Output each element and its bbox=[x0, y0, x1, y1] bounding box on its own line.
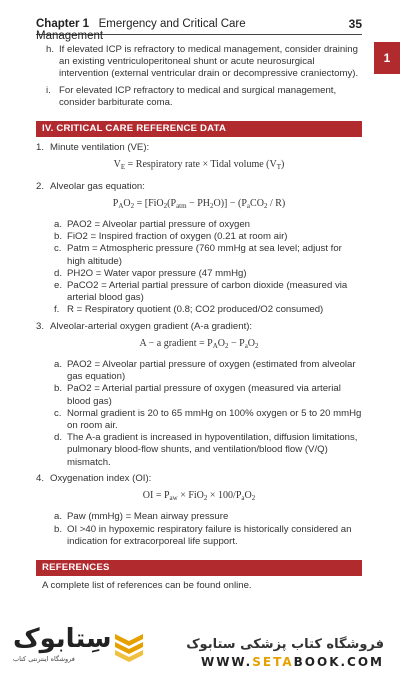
sub-label: e. bbox=[54, 280, 63, 292]
sub-item bbox=[54, 231, 362, 243]
item-label: 1. bbox=[36, 142, 45, 154]
equation-minute-ventilation: $V_E$ = Respiratory rate × Tidal volume $(V_T)$ bbox=[113, 159, 285, 172]
intro-list bbox=[46, 44, 362, 109]
references-heading: REFERENCES bbox=[36, 560, 362, 576]
sub-text: PaCO2 = Arterial partial pressure of carbon dioxide (measured via arterial blood gas) bbox=[67, 280, 348, 304]
chapter-label: Chapter 1 bbox=[36, 18, 90, 30]
item-title: Alveolar-arterial oxygen gradient (A-a gradient): bbox=[50, 320, 253, 332]
sub-text: Patm = Atmospheric pressure (760 mmHg at sea level; adjust for high altitude) bbox=[67, 243, 342, 267]
sub-item bbox=[54, 524, 362, 548]
item-title: Minute ventilation (VE): bbox=[50, 142, 150, 154]
sub-text: OI >40 in hypoxemic respiratory failure is historically considered an indication for extracorporeal life support. bbox=[67, 523, 352, 547]
page-number: 35 bbox=[348, 17, 362, 31]
url-highlight: SETA bbox=[252, 655, 294, 669]
sub-text: PaO2 = Arterial partial pressure of oxygen (measured via arterial blood gas) bbox=[67, 383, 341, 407]
item-text: If elevated ICP is refractory to medical management, consider draining an existing ventriculoperitoneal shunt or acute neurosurgical intervention (external ventricular drain or decompressive craniectomy). bbox=[59, 44, 359, 80]
sub-text: PAO2 = Alveolar partial pressure of oxygen (estimated from alveolar gas equation) bbox=[67, 359, 356, 383]
sub-item bbox=[54, 383, 362, 407]
equation-alveolar-gas: $P_AO_2 = [FiO_2(P_{atm} - PH_2O)] - (P_aCO_2 / R)$ bbox=[112, 197, 286, 210]
sub-label: a. bbox=[54, 219, 63, 231]
sub-item bbox=[54, 408, 362, 432]
sub-list bbox=[54, 219, 362, 317]
running-header bbox=[36, 16, 362, 42]
sub-text: Normal gradient is 20 to 65 mmHg on 100% oxygen or 5 to 20 mmHg on room air. bbox=[67, 407, 362, 432]
chapter-heading bbox=[36, 18, 302, 42]
sub-label: a. bbox=[54, 511, 63, 523]
sub-label: b. bbox=[54, 231, 63, 243]
item-label: h. bbox=[46, 44, 55, 55]
sub-label: c. bbox=[54, 243, 62, 255]
equation-oxygenation-index: OI = $P_{aw} \times FiO_2 \times 100/P_aO_2$ bbox=[142, 490, 256, 503]
item-label: 4. bbox=[36, 472, 45, 484]
store-title: فروشگاه کتاب پزشکی ستابوک bbox=[186, 637, 384, 652]
sub-text: PH2O = Water vapor pressure (47 mmHg) bbox=[67, 267, 247, 279]
chapter-title: Emergency and Critical Care Management bbox=[36, 18, 246, 42]
list-item bbox=[46, 85, 362, 109]
item-title: Alveolar gas equation: bbox=[50, 180, 145, 192]
sub-text: PAO2 = Alveolar partial pressure of oxygen bbox=[67, 219, 251, 231]
sub-label: d. bbox=[54, 267, 63, 279]
sub-text: Paw (mmHg) = Mean airway pressure bbox=[67, 511, 229, 523]
sub-item bbox=[54, 432, 362, 469]
store-logo bbox=[5, 624, 112, 664]
sub-label: b. bbox=[54, 523, 63, 535]
sub-text: FiO2 = Inspired fraction of oxygen (0.21 at room air) bbox=[67, 231, 288, 243]
list-item bbox=[46, 44, 362, 81]
sub-item bbox=[54, 219, 362, 231]
sub-label: c. bbox=[54, 407, 62, 419]
url-prefix: WWW. bbox=[200, 655, 253, 669]
item-label: 2. bbox=[36, 180, 45, 192]
list-item bbox=[36, 142, 362, 154]
sub-list bbox=[54, 359, 362, 469]
sub-item bbox=[54, 359, 362, 383]
url-suffix: BOOK.COM bbox=[293, 655, 384, 669]
references-text: A complete list of references can be found online. bbox=[42, 580, 252, 592]
sub-item bbox=[54, 280, 362, 304]
sub-text: The A-a gradient is increased in hypoventilation, diffusion limitations, pulmonary blood-flow shunts, and ventilation/blood flow (V/Q) mismatch. bbox=[67, 432, 358, 468]
sub-label: b. bbox=[54, 383, 63, 395]
list-item bbox=[36, 181, 362, 193]
logo-tagline: فروشگاه اینترنتی کتاب bbox=[13, 655, 75, 663]
sub-label: a. bbox=[54, 359, 63, 371]
sub-label: d. bbox=[54, 432, 63, 444]
sub-label: f. bbox=[54, 304, 60, 316]
item-label: i. bbox=[46, 84, 51, 96]
sub-item bbox=[54, 511, 362, 523]
sub-list bbox=[54, 511, 362, 548]
list-item bbox=[36, 473, 362, 485]
page-content bbox=[36, 40, 362, 592]
store-url[interactable] bbox=[201, 655, 384, 669]
sub-item bbox=[54, 304, 362, 316]
sub-item bbox=[54, 243, 362, 267]
sub-text: R = Respiratory quotient (0.8; CO2 produced/O2 consumed) bbox=[67, 304, 324, 316]
equation-aa-gradient: A − a gradient = $P_AO_2 - P_aO_2$ bbox=[139, 337, 259, 350]
section-heading: IV. CRITICAL CARE REFERENCE DATA bbox=[36, 121, 362, 137]
list-item bbox=[36, 321, 362, 333]
logo-word: سِتابوک bbox=[13, 624, 112, 654]
book-stack-icon bbox=[112, 628, 146, 662]
chapter-tab: 1 bbox=[374, 42, 400, 74]
item-title: Oxygenation index (OI): bbox=[50, 472, 152, 484]
item-text: For elevated ICP refractory to medical and surgical management, consider barbiturate coma. bbox=[59, 84, 337, 108]
sub-item bbox=[54, 268, 362, 280]
item-label: 3. bbox=[36, 320, 45, 332]
